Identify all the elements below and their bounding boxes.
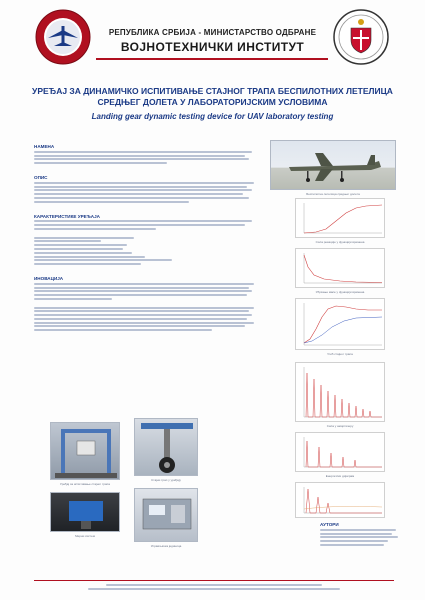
chart-4 xyxy=(295,362,385,422)
sensors-caption: Мерни систем xyxy=(75,534,95,538)
section-namena: НАМЕНА xyxy=(34,144,55,149)
institute-subtitle: РЕПУБЛИКА СРБИЈА - МИНИСТАРСТВО ОДБРАНЕ xyxy=(108,28,317,37)
left-column xyxy=(34,140,256,333)
inovacija-text xyxy=(34,283,256,332)
sensors-photo xyxy=(50,492,120,532)
landing-gear-icon xyxy=(135,419,199,477)
chart-2 xyxy=(295,248,385,288)
gear-caption: Стајни трап у уређају xyxy=(151,478,181,482)
title-band xyxy=(0,82,425,134)
chart-6 xyxy=(295,482,385,518)
footer xyxy=(34,582,394,592)
test-rig-icon xyxy=(51,423,121,481)
uav-icon xyxy=(271,141,397,191)
poster-title xyxy=(20,86,405,108)
karakteristike-text xyxy=(34,220,256,265)
opis-text xyxy=(34,182,256,203)
chart-1-caption: Сила реакције у функцији времена xyxy=(315,240,365,244)
chart-3 xyxy=(295,298,385,350)
authors-title: АУТОРИ xyxy=(320,522,339,527)
poster-title-english: Landing gear dynamic testing device for UAV laboratory testing xyxy=(91,112,334,121)
section-opis: ОПИС xyxy=(34,174,48,180)
sensor-icon xyxy=(51,493,121,533)
header xyxy=(0,0,425,72)
chart-2-caption: Убрзање масе у функцији времена xyxy=(315,290,365,294)
section-karakteristike: КАРАКТЕРИСТИКЕ УРЕЂАЈА xyxy=(34,213,100,219)
uav-photo xyxy=(270,140,396,190)
footer-divider xyxy=(34,580,394,581)
rig-photo xyxy=(50,422,120,480)
control-caption: Управљачка јединица xyxy=(150,544,182,548)
chart-4-caption: Сила у амортизеру xyxy=(326,424,354,428)
chart-5-caption: Енергетски дијаграм xyxy=(325,474,355,478)
authors-block xyxy=(320,522,400,548)
chart-1 xyxy=(295,198,385,238)
chart-5 xyxy=(295,432,385,472)
control-photo xyxy=(134,488,198,542)
chart-3-caption: Угиб стајног трапа xyxy=(327,352,353,356)
namena-text xyxy=(34,151,256,164)
gear-photo xyxy=(134,418,198,476)
control-unit-icon xyxy=(135,489,199,543)
poster-title-line1: УРЕЂАЈ ЗА ДИНАМИЧКО ИСПИТИВАЊЕ СТАЈНОГ ТРАПА БЕСПИЛОТНИХ ЛЕТЕЛИЦА xyxy=(32,86,393,96)
ministry-crest-icon xyxy=(332,8,390,66)
header-divider xyxy=(96,58,328,60)
uav-caption: Беспилотна летелица средњег долета xyxy=(306,192,360,196)
rig-caption: Уређај за испитивање стајног трапа xyxy=(60,482,110,486)
section-inovacija: ИНОВАЦИЈА xyxy=(34,275,64,281)
poster-title-line2: СРЕДЊЕГ ДОЛЕТА У ЛАБОРАТОРИЈСКИМ УСЛОВИМА xyxy=(97,97,328,107)
institute-emblem-icon xyxy=(34,8,92,66)
institute-name: ВОЈНОТЕХНИЧКИ ИНСТИТУТ xyxy=(120,40,305,54)
